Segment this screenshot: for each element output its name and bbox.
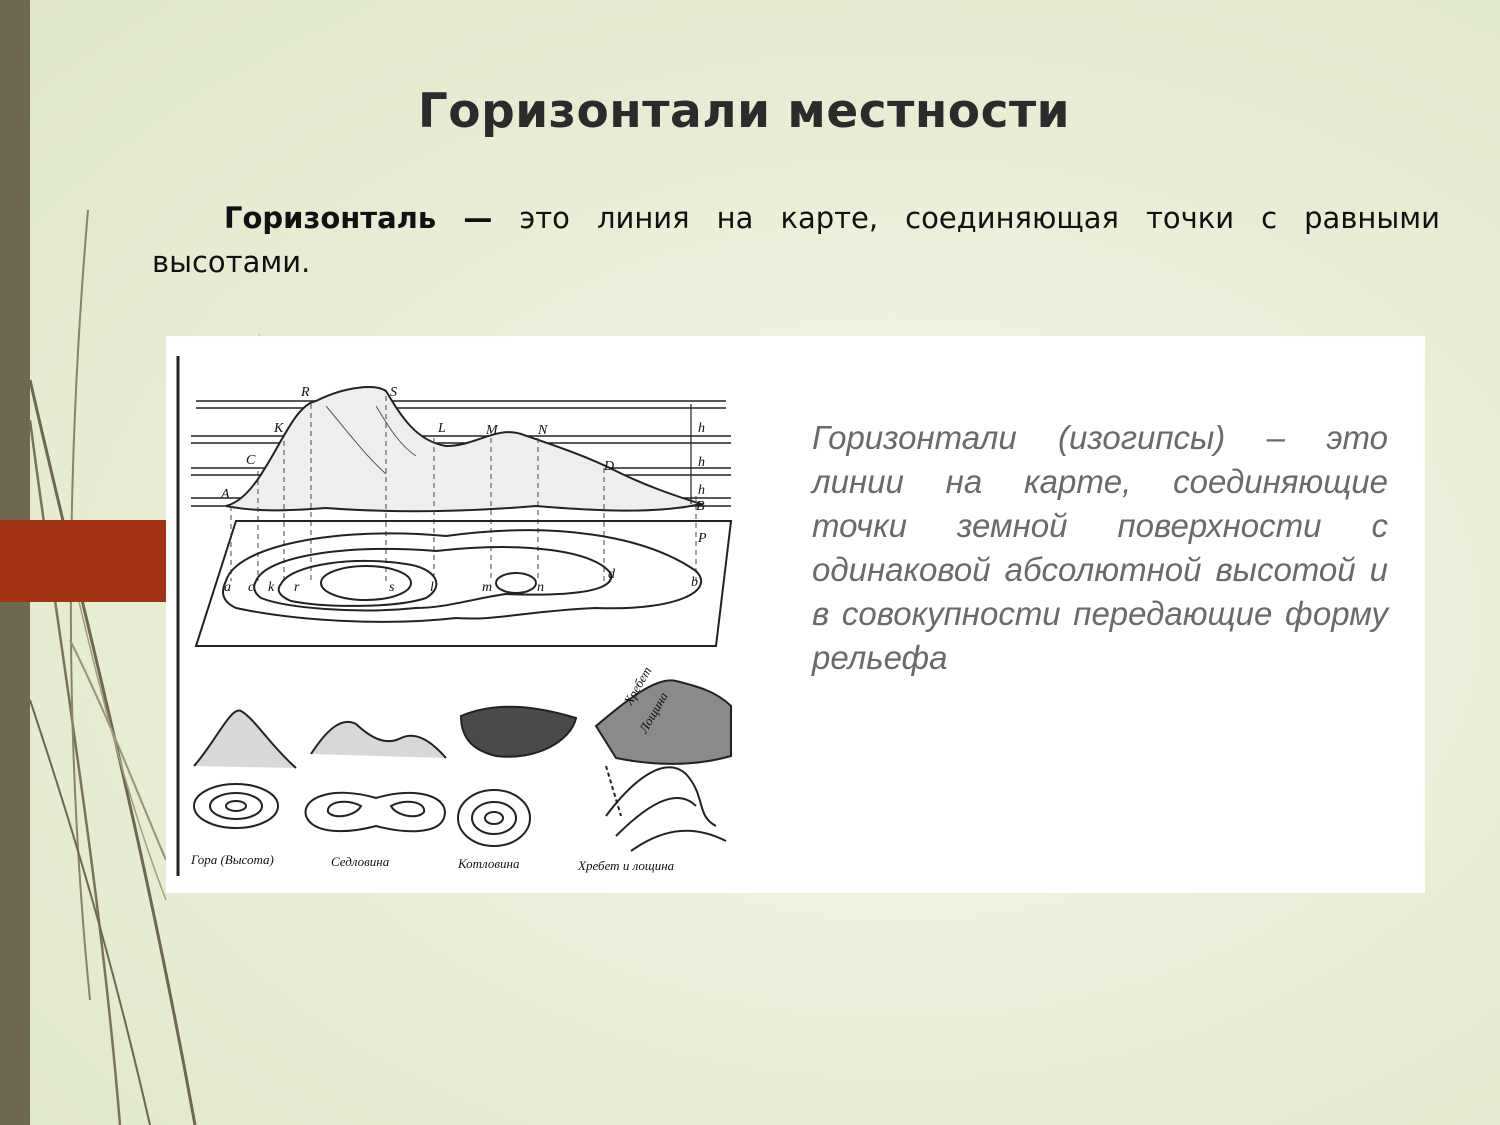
- label-l: l: [430, 580, 434, 595]
- label-N: N: [538, 423, 548, 438]
- contour-illustration: [176, 346, 746, 886]
- inset-label-hollow: Лощина: [635, 689, 671, 736]
- label-r: r: [294, 580, 300, 595]
- definition-paragraph: [152, 196, 1440, 284]
- caption-saddle: Седловина: [331, 854, 390, 869]
- caption-mountain: Гора (Высота): [191, 852, 274, 867]
- definition-text: это линия на карте, соединяющая точки с равными высотами.: [152, 201, 1440, 279]
- label-b: b: [691, 575, 698, 590]
- label-d: d: [608, 567, 615, 582]
- label-m: m: [482, 580, 493, 595]
- label-S: S: [390, 385, 397, 400]
- label-P: P: [698, 531, 707, 546]
- label-C: C: [246, 453, 256, 468]
- label-K: K: [274, 421, 284, 436]
- label-c: c: [248, 580, 255, 595]
- definition-dash: —: [463, 201, 493, 235]
- accent-block: [0, 520, 166, 602]
- label-h1: h: [698, 421, 705, 436]
- label-k: k: [268, 580, 275, 595]
- slide-title: Горизонтали местности: [417, 84, 1071, 139]
- content-panel: [166, 336, 1425, 893]
- label-M: M: [486, 423, 498, 438]
- label-R: R: [301, 385, 310, 400]
- caption-text: Горизонтали (изогипсы) – это линии на карте, соединяющие точки земной поверхности с одинаковой абсолютной высотой и в совокупности передающие форму рельефа: [812, 419, 1388, 676]
- label-h3: h: [698, 483, 705, 498]
- label-s: s: [389, 580, 395, 595]
- caption-ridge-hollow: Хребет и лощина: [578, 858, 675, 873]
- definition-term: Горизонталь: [224, 201, 437, 235]
- label-L: L: [438, 421, 446, 436]
- label-A: A: [221, 487, 230, 502]
- label-h2: h: [698, 455, 705, 470]
- caption-hollow: Котловина: [458, 856, 520, 871]
- label-a: a: [224, 580, 231, 595]
- inset-label-ridge: Хребет: [620, 663, 655, 708]
- label-D: D: [604, 459, 615, 474]
- label-n: n: [537, 580, 544, 595]
- label-B: B: [696, 499, 705, 514]
